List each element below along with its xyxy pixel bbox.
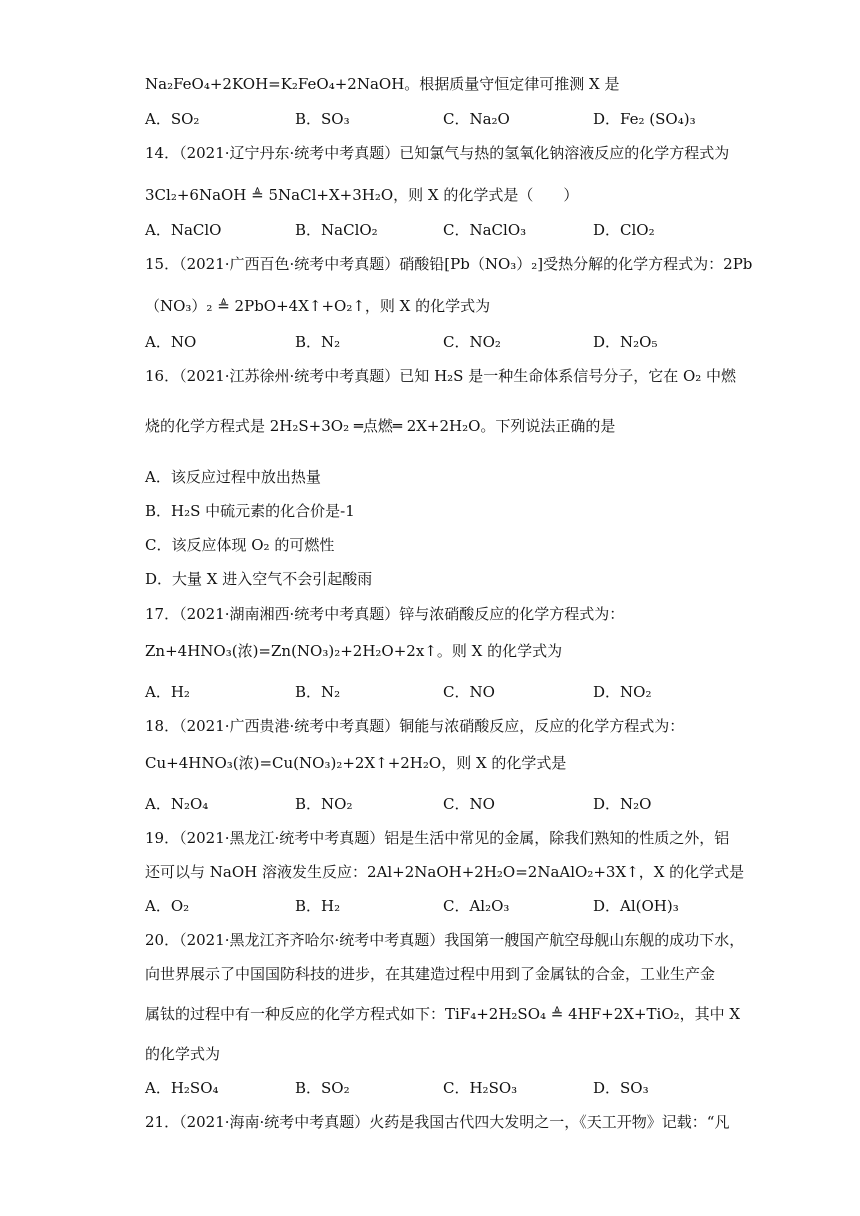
option-b: B．N₂ bbox=[295, 683, 341, 701]
option-b: B．H₂ bbox=[295, 897, 341, 915]
question-21-text: 21．（2021·海南·统考中考真题）火药是我国古代四大发明之一，《天工开物》记载：“凡 bbox=[145, 1113, 730, 1131]
option-a: A．N₂O₄ bbox=[145, 795, 209, 813]
equation-line: （NO₃）₂ ≜ 2PbO+4X↑+O₂↑，则 X 的化学式为 bbox=[145, 297, 491, 315]
option-c: C．NaClO₃ bbox=[443, 221, 527, 239]
option-d: D．N₂O₅ bbox=[593, 333, 658, 351]
statement-a: A．该反应过程中放出热量 bbox=[145, 468, 321, 486]
option-d: D．SO₃ bbox=[593, 1079, 649, 1097]
option-a: A．NaClO bbox=[145, 221, 222, 239]
question-20-text: 20．（2021·黑龙江齐齐哈尔·统考中考真题）我国第一艘国产航空母舰山东舰的成功下水， bbox=[145, 931, 745, 949]
text-line: 的化学式为 bbox=[145, 1045, 221, 1063]
option-b: B．N₂ bbox=[295, 333, 341, 351]
text-line: Na₂FeO₄+2KOH=K₂FeO₄+2NaOH。根据质量守恒定律可推测 X 是 bbox=[145, 75, 620, 93]
option-d: D．NO₂ bbox=[593, 683, 652, 701]
option-c: C．H₂SO₃ bbox=[443, 1079, 518, 1097]
option-a: A．H₂SO₄ bbox=[145, 1079, 219, 1097]
option-a: A．H₂ bbox=[145, 683, 190, 701]
option-d: D．Al(OH)₃ bbox=[593, 897, 679, 915]
option-d: D．N₂O bbox=[593, 795, 652, 813]
equation-line: 属钛的过程中有一种反应的化学方程式如下：TiF₄+2H₂SO₄ ≜ 4HF+2X+TiO₂，其中 X bbox=[145, 1005, 741, 1023]
statement-d: D．大量 X 进入空气不会引起酸雨 bbox=[145, 570, 373, 588]
option-d: D．Fe₂ (SO₄)₃ bbox=[593, 110, 696, 128]
option-c: C．NO₂ bbox=[443, 333, 501, 351]
option-c: C．NO bbox=[443, 795, 495, 813]
equation-line: Zn+4HNO₃(浓)=Zn(NO₃)₂+2H₂O+2x↑。则 X 的化学式为 bbox=[145, 642, 563, 660]
statement-b: B．H₂S 中硫元素的化合价是-1 bbox=[145, 502, 355, 520]
equation-line: Cu+4HNO₃(浓)=Cu(NO₃)₂+2X↑+2H₂O，则 X 的化学式是 bbox=[145, 754, 567, 772]
question-17-text: 17．（2021·湖南湘西·统考中考真题）锌与浓硝酸反应的化学方程式为： bbox=[145, 605, 625, 623]
statement-c: C．该反应体现 O₂ 的可燃性 bbox=[145, 536, 335, 554]
equation-line: 烧的化学方程式是 2H₂S+3O₂ ═点燃═ 2X+2H₂O。下列说法正确的是 bbox=[145, 417, 616, 435]
option-a: A．NO bbox=[145, 333, 197, 351]
equation-line: 3Cl₂+6NaOH ≜ 5NaCl+X+3H₂O，则 X 的化学式是（ ） bbox=[145, 186, 579, 204]
option-c: C．NO bbox=[443, 683, 495, 701]
question-19-text: 19．（2021·黑龙江·统考中考真题）铝是生活中常见的金属，除我们熟知的性质之外，铝 bbox=[145, 829, 730, 847]
option-b: B．SO₂ bbox=[295, 1079, 350, 1097]
option-b: B．NO₂ bbox=[295, 795, 353, 813]
question-14-text: 14．（2021·辽宁丹东·统考中考真题）已知氯气与热的氢氧化钠溶液反应的化学方程式为 bbox=[145, 144, 730, 162]
question-16-text: 16．（2021·江苏徐州·统考中考真题）已知 H₂S 是一种生命体系信号分子，它在 O₂ 中燃 bbox=[145, 367, 737, 385]
option-a: A．O₂ bbox=[145, 897, 190, 915]
option-b: B．SO₃ bbox=[295, 110, 350, 128]
text-line: 向世界展示了中国国防科技的进步，在其建造过程中用到了金属钛的合金，工业生产金 bbox=[145, 965, 716, 983]
option-b: B．NaClO₂ bbox=[295, 221, 378, 239]
question-18-text: 18．（2021·广西贵港·统考中考真题）铜能与浓硝酸反应，反应的化学方程式为： bbox=[145, 717, 685, 735]
option-d: D．ClO₂ bbox=[593, 221, 655, 239]
option-c: C．Al₂O₃ bbox=[443, 897, 510, 915]
option-a: A．SO₂ bbox=[145, 110, 200, 128]
question-15-text: 15．（2021·广西百色·统考中考真题）硝酸铅[Pb（NO₃）₂]受热分解的化学方程式为：2Pb bbox=[145, 255, 753, 273]
option-c: C．Na₂O bbox=[443, 110, 510, 128]
text-line: 还可以与 NaOH 溶液发生反应：2Al+2NaOH+2H₂O=2NaAlO₂+3X↑，X 的化学式是 bbox=[145, 863, 745, 881]
